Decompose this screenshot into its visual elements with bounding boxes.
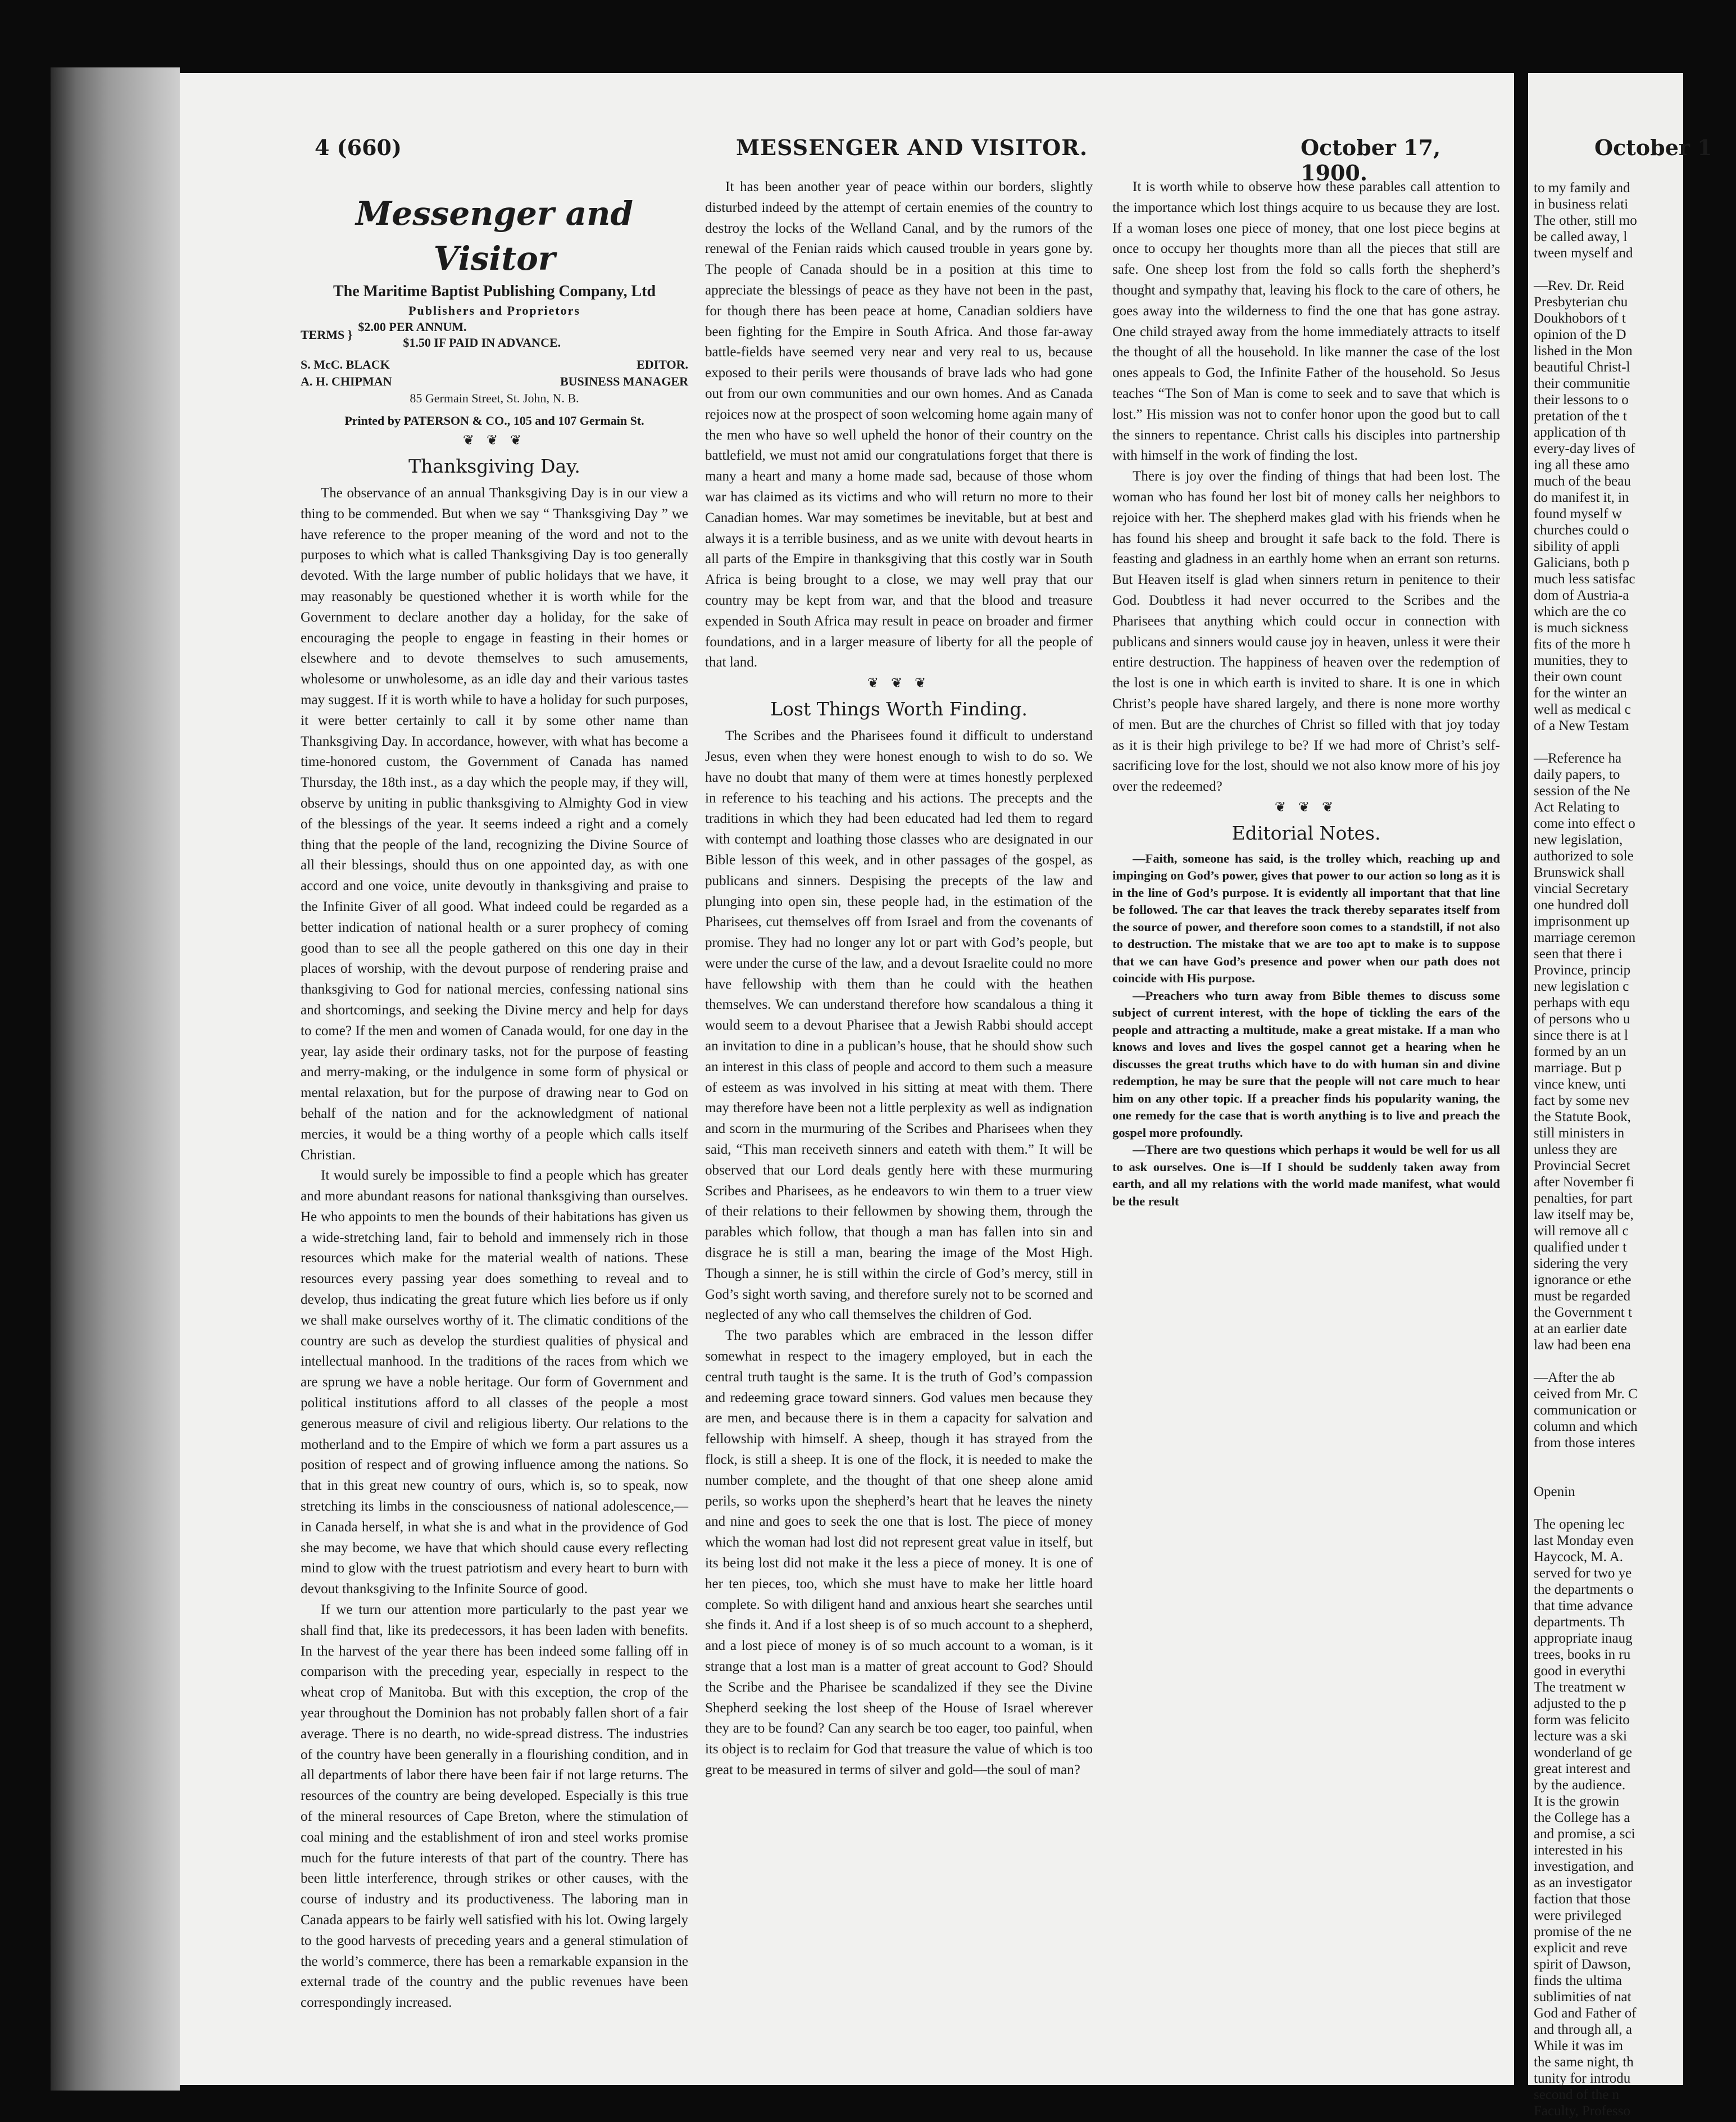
facing-page-line: interested in his	[1534, 1843, 1623, 1858]
facing-page-line: in business relati	[1534, 197, 1629, 212]
facing-page-line: vincial Secretary	[1534, 881, 1629, 896]
facing-page-line: still ministers in	[1534, 1126, 1625, 1141]
facing-page-line: communication or	[1534, 1403, 1637, 1418]
facing-page-line: one hundred doll	[1534, 897, 1629, 913]
facing-page-line: the College has a	[1534, 1810, 1630, 1825]
facing-page-line: —Reference ha	[1534, 751, 1622, 766]
facing-page-line: wonderland of ge	[1534, 1745, 1632, 1760]
paragraph: The two parables which are embraced in the lesson differ somewhat in respect to the imagery employed, but in each the central truth taught is the same. It is the truth of God’s compassion and redeeming grace toward sinners. God values men because they are men, and because there is in them a capacity for salvation and fellowship with himself. A sheep, though it has strayed from the flock, is still a sheep. It is one of the flock, it is needed to make the number complete, and the thought of that one sheep alone amid perils, so works upon the shepherd’s heart that he leaves the ninety and nine and goes to seek the one that is lost. The piece of money which the woman had lost did not represent great value in itself, but its being lost did not make it the less a piece of money. It is one of her ten pieces, too, which she must have to make her little hoard complete. So with diligent hand and anxious heart she searches until she finds it. And if a lost sheep is of so much account to a shepherd, and a lost piece of money is of so much account to a woman, is it strange that a lost man is a matter of great account to God? Should the Scribe and the Pharisee be scandalized if they see the Divine Shepherd seeking the lost sheep of the House of Israel wherever they are to be found? Can any search be too eager, too painful, when its object is to reclaim for God that treasure the value of which is too great to be measured in terms of silver and gold—the soul of man?	[705, 1328, 1093, 1778]
facing-page-line: Provincial Secret	[1534, 1158, 1630, 1173]
facing-page-line: The opening lec	[1534, 1517, 1625, 1532]
facing-page-line: unless they are	[1534, 1142, 1617, 1157]
facing-page-line: fact by some nev	[1534, 1093, 1630, 1108]
facing-page-line	[1534, 1451, 1736, 1467]
facing-page-line: by the audience.	[1534, 1778, 1626, 1793]
facing-page-line: lished in the Mon	[1534, 343, 1633, 359]
facing-page-line: While it was im	[1534, 2038, 1623, 2053]
facing-page-line: investigation, and	[1534, 1859, 1634, 1874]
facing-page-line: qualified under t	[1534, 1240, 1627, 1255]
article-title-lost-things: Lost Things Worth Finding.	[770, 698, 1028, 720]
paper-title: Messenger and Visitor	[356, 194, 633, 278]
facing-page-line: their own count	[1534, 669, 1622, 684]
facing-page-line: seen that there i	[1534, 946, 1623, 962]
facing-page-line: daily papers, to	[1534, 767, 1620, 782]
paragraph: It has been another year of peace within our borders, slightly disturbed indeed by the attempt of certain enemies of the country to destroy the locks of the Welland Canal, and by the rumors of the renewal of the Fenian raids which caused trouble in years gone by. The people of Canada should be in a position at this time to appreciate the blessings of peace as they have not been in the past, for though there has been peace at home, Canadian soldiers have been fighting for the Empire in South Africa. And those far-away battle-fields have seemed very near and very real to us, because exposed to their perils were thousands of brave lads who had gone out from our own communities and our own homes. And as Canada rejoices now at the prospect of soon welcoming home again many of the men who have so well upheld the honor of their country on the battlefield, we must not amid our congratulations forget that there is many a heart and many a home made sad, because of those whom war has claimed as its victims and who will return no more to their Canadian homes. War may sometimes be inevitable, but at best and always it is a terrible business, and as we unite with devout hearts in all parts of the Empire in thanksgiving that this costly war in South Africa is being brought to a close, we may well pray that our country may be kept from war, and that the blood and treasure expended in South Africa may result in peace on broader and firmer foundations, and in a larger measure of liberty for all the people of that land.	[705, 179, 1093, 670]
publishers-line: Publishers and Proprietors	[408, 303, 580, 318]
facing-page-line: Brunswick shall	[1534, 865, 1625, 880]
facing-page-line: Openin	[1534, 1484, 1575, 1499]
office-address: 85 Germain Street, St. John, N. B.	[410, 391, 579, 405]
facing-page-line: spirit of Dawson,	[1534, 1957, 1631, 1972]
facing-page-line: good in everythi	[1534, 1663, 1626, 1679]
page-number: 4 (660)	[315, 135, 402, 160]
issue-date: October 17, 1900.	[1301, 135, 1441, 185]
facing-page-line: marriage ceremon	[1534, 930, 1636, 945]
facing-page-line: and through all, a	[1534, 2022, 1632, 2037]
facing-page-line: found myself w	[1534, 506, 1622, 522]
facing-page-line: last Monday even	[1534, 1533, 1634, 1548]
facing-page-line: finds the ultima	[1534, 1973, 1622, 1988]
facing-page-line	[1534, 1353, 1736, 1370]
facing-page-line: churches could o	[1534, 523, 1629, 538]
masthead: MESSENGER AND VISITOR.	[736, 135, 1088, 160]
facing-page-line: —Rev. Dr. Reid	[1534, 278, 1624, 293]
facing-page-line: sibility of appli	[1534, 539, 1620, 554]
facing-page-line	[1534, 734, 1736, 750]
paragraph: It would surely be impossible to find a people which has greater and more abundant reasons for national thanksgiving than ourselves. He who appoints to men the bounds of their habitations has given us a wide-stretching land, fair to behold and immensely rich in those resources which make for the material wealth of nations. These resources every passing year does something to reveal and to develop, thus indicating the great future which lies before us if only we shall make ourselves worthy of it. The climatic conditions of the country are such as develop the sturdiest qualities of physical and intellectual manhood. In the traditions of the races from which we are sprung we have a noble heritage. Our form of Government and political institutions afford to all classes of the people a most generous measure of civil and religious liberty. Our relations to the motherland and to the Empire of which we form a part assures us a position of respect and of growing influence among the nations. So that in this great new country of ours, which is, so to speak, now stretching its limbs in the consciousness of national adolescence,—in Canada herself, in what she is and what in the providence of God she may become, we have that which should cause every reflecting mind to glow with the truest patriotism and every heart to burn with devout thanksgiving to the Infinite Source of good.	[301, 1168, 688, 1597]
editor-role: EDITOR.	[637, 357, 688, 371]
ornament-divider: ❦ ❦ ❦	[867, 676, 931, 691]
facing-page-line: God and Father of	[1534, 2006, 1637, 2021]
facing-page-line: that time advance	[1534, 1598, 1633, 1613]
terms-label: TERMS }	[301, 328, 353, 342]
facing-page-line: lecture was a ski	[1534, 1729, 1627, 1744]
facing-page-line	[1534, 1500, 1736, 1516]
facing-page-line: promise of the ne	[1534, 1924, 1632, 1939]
facing-page-line: vince knew, unti	[1534, 1077, 1626, 1092]
column-2	[705, 177, 1093, 1781]
facing-page-line	[1534, 261, 1736, 278]
facing-page-line: served for two ye	[1534, 1566, 1632, 1581]
facing-page	[1528, 73, 1712, 2119]
facing-page-line: will remove all c	[1534, 1223, 1629, 1239]
terms-annual: $2.00 PER ANNUM.	[358, 320, 467, 334]
terms-block	[301, 319, 688, 351]
article-title-thanksgiving: Thanksgiving Day.	[408, 455, 580, 477]
facing-page-line: sublimities of nat	[1534, 1989, 1632, 2005]
facing-page-line: of a New Testam	[1534, 718, 1629, 733]
facing-page-line: of persons who u	[1534, 1012, 1630, 1027]
facing-page-line: at an earlier date	[1534, 1321, 1627, 1336]
manager-role: BUSINESS MANAGER	[560, 374, 688, 388]
editor-name: S. McC. BLACK	[301, 357, 390, 371]
facing-page-line	[1534, 1467, 1736, 1484]
facing-page-line: the same night, th	[1534, 2055, 1634, 2070]
facing-page-line: pretation of the t	[1534, 409, 1627, 424]
publisher-box	[301, 191, 688, 451]
facing-page-line: marriage. But p	[1534, 1060, 1622, 1076]
facing-page-line: —After the ab	[1534, 1370, 1615, 1385]
facing-page-line: since there is at l	[1534, 1028, 1628, 1043]
facing-page-line: ing all these amo	[1534, 457, 1630, 473]
facing-page-line: opinion of the D	[1534, 327, 1626, 342]
facing-page-line: much less satisfac	[1534, 572, 1635, 587]
facing-page-line: new legislation c	[1534, 979, 1629, 994]
facing-page-line: Faculty, Professo	[1534, 2103, 1630, 2119]
facing-page-line: departments. Th	[1534, 1615, 1625, 1630]
facing-page-line: the Statute Book,	[1534, 1109, 1631, 1125]
facing-page-line: dom of Austria-a	[1534, 588, 1629, 603]
facing-page-line: Act Relating to	[1534, 800, 1620, 815]
column-3	[1112, 177, 1500, 1210]
facing-page-text	[1534, 180, 1736, 2119]
manager-name: A. H. CHIPMAN	[301, 374, 392, 388]
book-spine	[51, 67, 180, 2091]
facing-page-line: second of the n	[1534, 2087, 1620, 2102]
facing-page-line: column and which	[1534, 1419, 1638, 1434]
facing-page-line: do manifest it, in	[1534, 490, 1629, 505]
paragraph: The Scribes and the Pharisees found it difficult to understand Jesus, even when they were honest enough to wish to do so. We have no doubt that many of them were at times honestly perplexed in reference to his teaching and his actions. The precepts and the traditions in which they had been educated had led them to regard with contempt and loathing those classes who are designated in our Bible lesson of this week, and in other passages of the gospel, as publicans and sinners. Despising the precepts of the law and plunging into open sin, these people had, in the estimation of the Pharisees, cut themselves off from Israel and from the covenants of promise. They had no longer any lot or part with God’s people, but were under the curse of the law, and a devout Israelite could no more have fellowship with them than he could with the heathen themselves. We can understand therefore how scandalous a thing it would seem to a devout Pharisee that a Jewish Rabbi should accept an invitation to dine in a publican’s house, that he should show such an interest in this class of people and accord to them such a measure of esteem as was involved in his sitting at meat with them. There may therefore have been not a little perplexity as well as indignation and scorn in the murmuring of the Scribes and Pharisees when they said, “This man receiveth sinners and eateth with them.” It will be observed that our Lord deals gently here with these murmuring Scribes and Pharisees, as he endeavors to win them to a truer view of their relations to their fellowmen by showing them, through the parables which follow, that though a man has fallen into sin and disgrace he is still a man, bearing the image of the Most High. Though a sinner, he is still within the circle of God’s mercy, still in God’s sight worth saving, and therefore surely not to be scorned and neglected of any who call themselves the children of God.	[705, 728, 1093, 1323]
paragraph: It is worth while to observe how these parables call attention to the importance which lost things acquire to us because they are lost. If a woman loses one piece of money, that one lost piece begins at once to occupy her thoughts more than all the pieces that still are safe. One sheep lost from the fold so calls forth the shepherd’s thought and sympathy that, leaving his flock to the care of others, he goes away into the wilderness to find the one that has gone astray. One child strayed away from the home immediately attracts to itself the thought of all the household. In like manner the case of the lost ones appeals to God, the Infinite Father of the household. So Jesus teaches “The Son of Man is come to seek and to save that which is lost.” His mission was not to confer honor upon the good but to call the sinners to repentance. Christ calls his disciples into partnership with himself in the work of finding the lost.	[1112, 179, 1500, 464]
facing-page-line: must be regarded	[1534, 1289, 1631, 1304]
facing-page-line: be called away, l	[1534, 229, 1628, 244]
manager-row	[301, 373, 688, 390]
facing-page-line: Presbyterian chu	[1534, 294, 1628, 310]
facing-page-line: Province, princip	[1534, 963, 1631, 978]
facing-page-line: were privileged	[1534, 1908, 1622, 1923]
facing-page-line: Doukhobors of t	[1534, 311, 1626, 326]
facing-page-line: beautiful Christ-l	[1534, 360, 1630, 375]
paragraph: The observance of an annual Thanksgiving Day is in our view a thing to be commended. But when we say “ Thanksgiving Day ” we have reference to the proper meaning of the word and not to the purposes to which what is called Thanksgiving Day is too generally devoted. With the large number of public holidays that we have, it may reasonably be questioned whether it is worth while for the Government to declare another day a holiday, for the sake of encouraging the people to engage in feasting in their homes or elsewhere and to devote themselves to such amusements, wholesome or unwholesome, as an idle day and their various tastes may suggest. If it is worth while to have a holiday for such purposes, it were better certainly to call it by some other name than Thanksgiving Day. In accordance, however, with what has become a time-honored custom, the Government of Canada has named Thursday, the 18th inst., as a day which the people may, if they will, observe by uniting in public thanksgiving to Almighty God in view of the blessings of the year. It seems indeed a right and a comely thing that the people of the land, recognizing the Divine Source of all their blessings, should thus on one appointed day, as with one accord and one voice, unite devoutly in thanksgiving and praise to the Infinite Giver of all good. What indeed could be regarded as a better indication of national health or a surer prophecy of coming good than to see all the people gathered on this one day in their places of worship, with the devout purpose of rendering praise and thanksgiving to God for national mercies, confessing national sins and shortcomings, and seeking the Divine mercy and help for days to come? If the men and women of Canada would, for one day in the year, lay aside their ordinary tasks, not for the purpose of feasting and merry-making, or the indulgence in some form of physical or mental relaxation, but for the purpose of drawing near to God on behalf of the nation and for the acknowledgment of national mercies, it would be a thing worthy of a people which calls itself Christian.	[301, 486, 688, 1163]
facing-page-line: imprisonment up	[1534, 914, 1630, 929]
facing-page-line: sidering the very	[1534, 1256, 1629, 1271]
facing-page-header: October 1	[1594, 135, 1712, 160]
facing-page-line: the Government t	[1534, 1305, 1632, 1320]
facing-page-line: appropriate inaug	[1534, 1631, 1633, 1646]
printer-line: Printed by PATERSON & CO., 105 and 107 Germain St.	[344, 414, 644, 428]
facing-page-line: law itself may be,	[1534, 1207, 1634, 1222]
facing-page-line: great interest and	[1534, 1761, 1631, 1776]
facing-page-line: It is the growin	[1534, 1794, 1620, 1809]
ornament-divider: ❦ ❦ ❦	[1274, 800, 1338, 815]
facing-page-line: from those interes	[1534, 1435, 1635, 1450]
facing-page-line: ceived from Mr. C	[1534, 1386, 1638, 1402]
editorial-notes	[1112, 850, 1500, 1210]
paragraph: If we turn our attention more particularly to the past year we shall find that, like its predecessors, it has been laden with benefits. In the harvest of the year there has been indeed some falling off in comparison with the preceding year, especially in respect to the wheat crop of Manitoba. But with this exception, the crop of the year throughout the Dominion has not probably fallen short of a fair average. There is no dearth, no wide-spread distress. The industries of the country have been generally in a flourishing condition, and in all departments of labor there have been fair if not large returns. The resources of the country are being developed. Especially is this true of the mineral resources of Cape Breton, where the stimulation of coal mining and the establishment of iron and steel works promise much for the future interests of that part of the country. There has been little interference, through strikes or other causes, with the course of industry and its productiveness. The laboring man in Canada appears to be fairly well satisfied with his lot. Owing largely to the good harvests of preceding years and a general stimulation of the world’s commerce, there has been a remarkable expansion in the external trade of the country and the public revenues have been correspondingly increased.	[301, 1602, 688, 2011]
paragraph: —Faith, someone has said, is the trolley which, reaching up and impinging on God’s power, gives that power to our action so long as it is in the line of God’s purpose. It is evidently all important that that line be followed. The car that leaves the track thereby separates itself from the source of power, and therefore soon comes to a standstill, if not also to destruction. The mistake that we are too apt to make is to suppose that we can have God’s presence and power when our path does not coincide with His purpose.	[1112, 851, 1500, 986]
facing-page-line: new legislation,	[1534, 832, 1623, 847]
company-name: The Maritime Baptist Publishing Company, Ltd	[333, 283, 656, 300]
facing-page-line: much of the beau	[1534, 474, 1631, 489]
facing-page-line: munities, they to	[1534, 653, 1628, 668]
facing-page-line: faction that those	[1534, 1892, 1631, 1907]
facing-page-line: session of the Ne	[1534, 783, 1630, 799]
paragraph: —Preachers who turn away from Bible themes to discuss some subject of current interest, with the hope of tickling the ears of the people and attracting a multitude, make a great mistake. If a man who knows and loves and lives the gospel cannot get a hearing when he discusses the great truths which have to do with human sin and divine redemption, he may be sure that the people will not care much to hear him on any other topic. If a preacher finds his popularity waning, the one remedy for the case that is worth anything is to live and preach the gospel more profoundly.	[1112, 988, 1500, 1140]
facing-page-line: every-day lives of	[1534, 441, 1635, 456]
facing-page-line: Haycock, M. A.	[1534, 1549, 1623, 1565]
facing-page-line: is much sickness	[1534, 620, 1629, 636]
facing-page-line: explicit and reve	[1534, 1940, 1628, 1956]
facing-page-line: fits of the more h	[1534, 637, 1631, 652]
column-1	[301, 180, 688, 2014]
facing-page-line: their communitie	[1534, 376, 1630, 391]
facing-page-line: the departments o	[1534, 1582, 1634, 1597]
facing-page-line: form was felicito	[1534, 1712, 1630, 1727]
facing-page-line: trees, books in ru	[1534, 1647, 1631, 1662]
facing-page-line: and promise, a sci	[1534, 1826, 1635, 1842]
facing-page-line: application of th	[1534, 425, 1626, 440]
facing-page-line: to my family and	[1534, 180, 1630, 196]
facing-page-line: Galicians, both p	[1534, 555, 1630, 570]
paragraph: There is joy over the finding of things that had been lost. The woman who has found her lost bit of money calls her neighbors to rejoice with her. The shepherd makes glad with his friends when he has found his sheep and brought it safe back to the fold. There is feasting and gladness in an earthly home when an errant son returns. But Heaven itself is glad when sinners return in penitence to their God. Doubtless it had never occurred to the Scribes and the Pharisees that anything which could occur in connection with publicans and sinners would cause joy in heaven, unless it were their entire destruction. The happiness of heaven over the redemption of the lost is one in which earth is invited to share. It is one in which Christ’s people have shared largely, and there is none more worthy of men. But are the churches of Christ so filled with that joy today as it is their high privilege to be? If we had more of Christ’s self-sacrificing love for the lost, should we not also know more of his joy over the redeemed?	[1112, 469, 1500, 795]
facing-page-line: which are the co	[1534, 604, 1626, 619]
facing-page-line: law had been ena	[1534, 1337, 1631, 1353]
facing-page-line: authorized to sole	[1534, 849, 1634, 864]
article-title-editorial-notes: Editorial Notes.	[1231, 822, 1381, 844]
facing-page-line: their lessons to o	[1534, 392, 1629, 407]
newspaper-page	[180, 73, 1514, 2085]
facing-page-line: after November fi	[1534, 1175, 1635, 1190]
ornament-divider: ❦ ❦ ❦	[462, 433, 526, 448]
facing-page-line: tween myself and	[1534, 246, 1633, 261]
facing-page-line: tunity for introdu	[1534, 2071, 1631, 2086]
paragraph: —There are two questions which perhaps it would be well for us all to ask ourselves. One is—If I should be suddenly taken away from earth, and all my relations with the world made manifest, what would be the result	[1112, 1142, 1500, 1208]
facing-page-line: formed by an un	[1534, 1044, 1626, 1059]
terms-advance: $1.50 IF PAID IN ADVANCE.	[403, 335, 561, 350]
facing-page-line: The other, still mo	[1534, 213, 1637, 228]
facing-page-line: as an investigator	[1534, 1875, 1632, 1890]
facing-page-line: well as medical c	[1534, 702, 1631, 717]
editor-row	[301, 356, 688, 373]
facing-page-line: ignorance or ethe	[1534, 1272, 1632, 1287]
facing-page-line: perhaps with equ	[1534, 995, 1630, 1010]
facing-page-line: The treatment w	[1534, 1680, 1626, 1695]
facing-page-line: adjusted to the p	[1534, 1696, 1626, 1711]
facing-page-line: for the winter an	[1534, 686, 1627, 701]
facing-page-line: come into effect o	[1534, 816, 1635, 831]
facing-page-line: penalties, for part	[1534, 1191, 1633, 1206]
